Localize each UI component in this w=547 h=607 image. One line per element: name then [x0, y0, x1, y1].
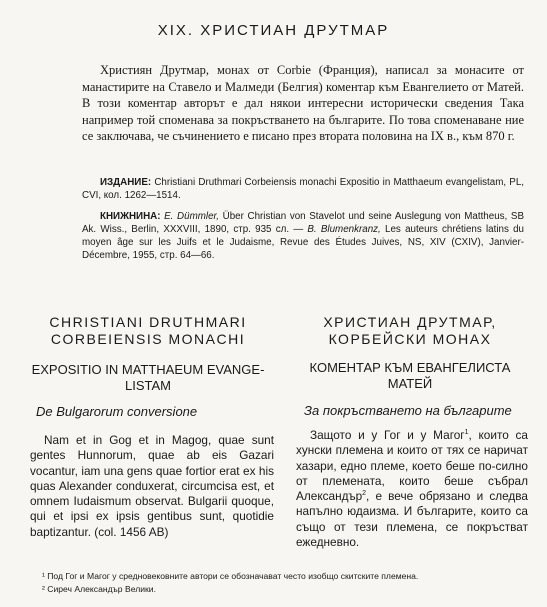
latin-heading [22, 314, 274, 348]
bulgarian-subheading [290, 360, 530, 392]
latin-subheading-line-2: LISTAM [125, 378, 171, 393]
latin-column-header [22, 314, 274, 394]
footnote-1: ¹ Под Гог и Магог у средновековните автори се обозначават често изобщо скитските племена. [42, 571, 419, 581]
literature-text-1: Über Christian von Stavelot und seine Auslegung von Mattheus, SB Ak. Wiss., Berlin, XXXVIII, 1890, стр. 935 сл. — [82, 211, 524, 235]
bulgarian-column-header [290, 314, 530, 392]
bulgarian-body-part-1: Защото и у Гог и у Магог [310, 428, 465, 442]
bulgarian-section-title: За покръстването на българите [304, 403, 512, 418]
bulgarian-heading [290, 314, 530, 348]
bulgarian-subheading-line-1: КОМЕНТАР КЪМ ЕВАНГЕЛИСТА [309, 360, 511, 375]
edition-reference [82, 176, 524, 202]
chapter-title: XIX. ХРИСТИАН ДРУТМАР [157, 22, 390, 39]
latin-heading-line-2: CORBEIENSIS MONACHI [50, 331, 246, 347]
footnote-2: ² Сиреч Александър Велики. [42, 584, 156, 594]
intro-paragraph: Християн Друтмар, монах от Corbie (Франция), написал за монасите от манастирите на Ставело и Малмеди (Белгия) коментар към Евангелието от Матей. В този коментар авторът е дал някои интересни исторически сведения Така например той споменава за покръстването на българите. По това споменаване ние се заключава, че съчинението е писано през втората половина на IX в., към 870 г. [82, 63, 524, 143]
literature-author-2: B. Blumenkranz, [307, 224, 381, 235]
bulgarian-heading-line-2: КОРБЕЙСКИ МОНАХ [328, 331, 492, 347]
bulgarian-body-part-3: , е вече обрязано и следва напълно юдаизма. И българите, които са също от тези племена, се покръстват ежедневно. [296, 489, 528, 550]
latin-heading-line-1: CHRISTIANI DRUTHMARI [49, 314, 247, 330]
bulgarian-subheading-line-2: МАТЕЙ [387, 376, 433, 391]
literature-reference [82, 210, 524, 262]
latin-subheading-line-1: EXPOSITIO IN MATTHAEUM EVANGE- [31, 362, 265, 377]
bulgarian-heading-line-1: ХРИСТИАН ДРУТМАР, [323, 314, 497, 330]
literature-label: КНИЖНИНА: [100, 211, 161, 222]
footnote-marker-2: 2 [362, 490, 367, 498]
bulgarian-body-text [296, 428, 528, 550]
latin-subheading [22, 362, 274, 394]
edition-text: Christiani Druthmari Corbeiensis monachi Expositio in Matthaeum evangelistam, PL, CVI, кол. 1262—1514. [82, 177, 524, 201]
footnote-marker-1: 1 [464, 429, 469, 437]
literature-author-1: E. Dümmler, [160, 211, 219, 222]
bulgarian-body-part-2: , които са хунски племена и които от тях се наричат хазари, едно племе, което беше по-силно от племената, които беше събрал Александър [296, 428, 528, 504]
latin-section-title: De Bulgarorum conversione [36, 404, 198, 419]
footnotes [22, 570, 537, 596]
literature-text-2: Les auteurs chrétiens latins du moyen âge sur les Juifs et le Judaisme, Revue des Études Juives, NS, XIV (CXIV), Janvier-Décembre, 1955, стр. 64—66. [82, 224, 524, 261]
edition-label: ИЗДАНИЕ: [100, 177, 152, 188]
latin-body-text: Nam et in Gog et in Magog, quae sunt gentes Hunnorum, quae ab eis Gazari vocantur, iam una gens quae fortior erat ex his quas Alexander conduxerat, circumcisa est, et omnem Iudaismum observat. Bulgarii quoque, qui et ipsi ex ipsis gentibus sunt, quotidie baptizantur. (col. 1456 AB) [30, 433, 274, 539]
